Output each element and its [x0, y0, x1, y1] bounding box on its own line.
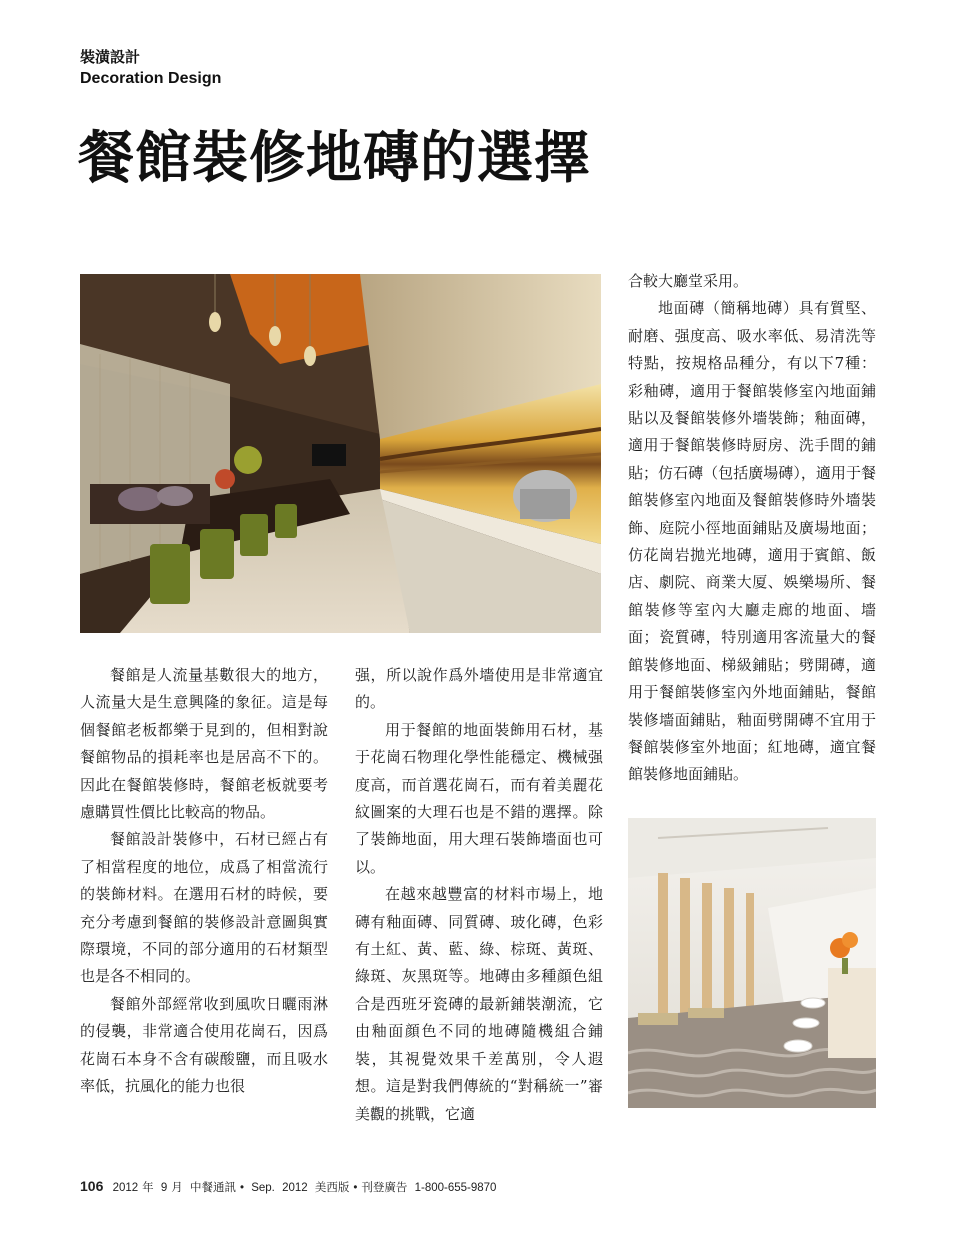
footer-year-suffix: 年	[142, 1182, 154, 1194]
article-column-3	[628, 268, 876, 789]
page-footer	[80, 1178, 500, 1195]
article-title: 餐館裝修地磚的選擇	[78, 125, 591, 191]
paragraph: 在越來越豐富的材料市場上，地磚有釉面磚、同質磚、玻化磚，色彩有土紅、黃、藍、綠、棕斑、黃斑、綠斑、灰黑斑等。地磚由多種顔色組合是西班牙瓷磚的最新鋪裝潮流，它由釉面顔色不同的地磚隨機組合鋪裝，其視覺效果千差萬別，令人遐想。這是對我們傳統的“對稱統一”審美觀的挑戰，它適	[355, 885, 603, 1123]
section-label-english: Decoration Design	[80, 70, 222, 87]
page-number: 106	[80, 1178, 104, 1194]
paragraph-continuation: 强，所以說作爲外墻使用是非常適宜的。	[355, 666, 603, 712]
footer-month: 9	[160, 1182, 168, 1194]
footer-year-en: 2012	[282, 1182, 308, 1194]
article-column-2	[355, 662, 603, 1128]
restaurant-interior-photo	[80, 274, 601, 633]
paragraph: 用于餐館的地面裝飾用石材，基于花崗石物理化學性能穩定、機械强度高，而首選花崗石，而有着美麗花紋圖案的大理石也是不錯的選擇。除了裝飾地面，用大理石裝飾墻面也可以。	[355, 720, 603, 876]
footer-publication: 中餐通訊	[189, 1182, 236, 1194]
paragraph-continuation: 合較大廳堂采用。	[628, 272, 749, 290]
paragraph: 餐館外部經常收到風吹日曬雨淋的侵襲，非常適合使用花崗石，因爲花崗石本身不含有碳酸鹽，而且吸水率低，抗風化的能力也很	[80, 994, 328, 1096]
section-label-chinese: 裝潢設計	[80, 48, 141, 66]
paragraph: 餐館是人流量基數很大的地方，人流量大是生意興隆的象征。這是每個餐館老板都樂于見到的，但相對說餐館物品的損耗率也是居高不下的。因此在餐館裝修時，餐館老板就要考慮購買性價比比較高的物品。	[80, 666, 328, 822]
footer-ad-label: 刊登廣告	[361, 1182, 408, 1194]
footer-year: 2012	[112, 1182, 139, 1194]
footer-edition: 美西版	[314, 1182, 350, 1194]
paragraph: 地面磚（簡稱地磚）具有質堅、耐磨、强度高、吸水率低、易清洗等特點，按規格品種分，有以下7種：彩釉磚，適用于餐館裝修室內地面鋪貼以及餐館裝修外墻裝飾；釉面磚，適用于餐館裝修時厨房、洗手間的鋪貼；仿石磚（包括廣場磚），適用于餐館裝修室內地面及餐館裝修時外墻裝飾、庭院小徑地面鋪貼及廣場地面；仿花崗岩拋光地磚，適用于賓館、飯店、劇院、商業大厦、娛樂場所、餐館裝修等室內大廳走廊的地面、墻面；瓷質磚，特別適用客流量大的餐館裝修地面、梯級鋪貼；劈開磚，適用于餐館裝修室內外地面鋪貼，餐館裝修墻面鋪貼，釉面劈開磚不宜用于餐館裝修室外地面；紅地磚，適宜餐館裝修地面鋪貼。	[628, 299, 876, 784]
footer-bullet: •	[353, 1182, 358, 1194]
footer-month-suffix: 月	[171, 1182, 183, 1194]
paragraph: 餐館設計裝修中，石材已經占有了相當程度的地位，成爲了相當流行的裝飾材料。在選用石材的時候，要充分考慮到餐館的裝修設計意圖與實際環境，不同的部分適用的石材類型也是各不相同的。	[80, 830, 328, 986]
footer-month-en: Sep.	[251, 1182, 275, 1194]
footer-bullet: •	[239, 1182, 244, 1194]
footer-phone: 1-800-655-9870	[414, 1182, 497, 1194]
cafe-interior-photo	[628, 818, 876, 1108]
article-column-1	[80, 662, 328, 1101]
